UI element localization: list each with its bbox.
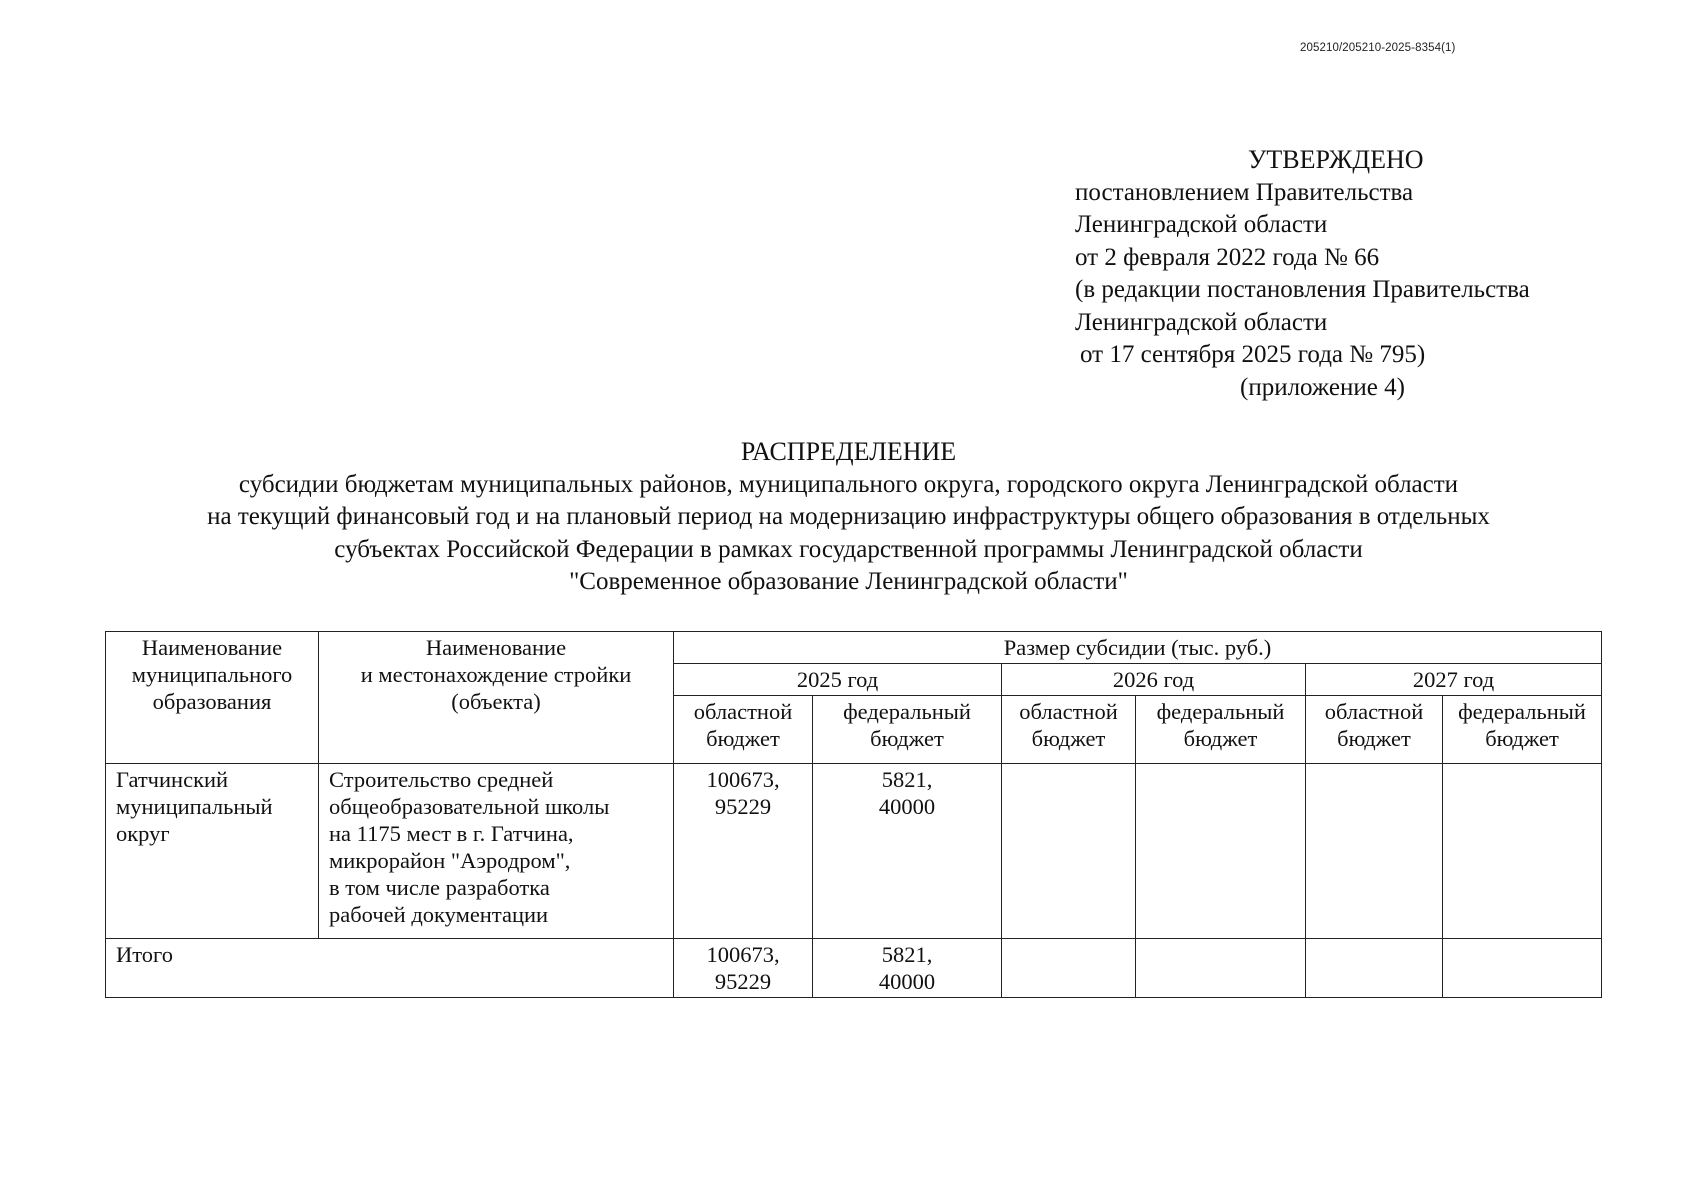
header-federal-budget: федеральный бюджет	[1443, 696, 1602, 764]
cell-municipality: Гатчинский муниципальный округ	[106, 764, 319, 939]
document-title	[0, 436, 1697, 599]
table-row	[106, 764, 1602, 939]
cell-object: Строительство средней общеобразовательной школы на 1175 мест в г. Гатчина, микрорайон "Аэродром", в том числе разработка рабочей документации	[319, 764, 674, 939]
title-line-4: "Современное образование Ленинградской области"	[569, 568, 1128, 595]
subsidy-table	[105, 631, 1602, 998]
total-federal-2026	[1136, 939, 1306, 998]
total-federal-2025: 5821, 40000	[813, 939, 1002, 998]
total-federal-2027	[1443, 939, 1602, 998]
approval-heading: УТВЕРЖДЕНО	[1248, 145, 1424, 174]
approval-line-1: постановлением Правительства	[1075, 179, 1414, 206]
approval-line-2: Ленинградской области	[1075, 211, 1328, 238]
total-regional-2027	[1306, 939, 1443, 998]
cell-federal-2027	[1443, 764, 1602, 939]
header-year-2025: 2025 год	[674, 664, 1002, 696]
header-federal-budget: федеральный бюджет	[813, 696, 1002, 764]
document-id: 205210/205210-2025-8354(1)	[1300, 42, 1456, 54]
cell-federal-2025: 5821, 40000	[813, 764, 1002, 939]
title-heading: РАСПРЕДЕЛЕНИЕ	[740, 437, 957, 466]
total-regional-2026	[1002, 939, 1136, 998]
header-regional-budget: областной бюджет	[1306, 696, 1443, 764]
header-year-2026: 2026 год	[1002, 664, 1306, 696]
cell-federal-2026	[1136, 764, 1306, 939]
cell-regional-2026	[1002, 764, 1136, 939]
header-year-2027: 2027 год	[1306, 664, 1602, 696]
header-federal-budget: федеральный бюджет	[1136, 696, 1306, 764]
title-line-3: субъектах Российской Федерации в рамках государственной программы Ленинградской области	[334, 535, 1363, 563]
approval-line-3: от 2 февраля 2022 года № 66	[1075, 244, 1380, 271]
cell-regional-2027	[1306, 764, 1443, 939]
total-row	[106, 939, 1602, 998]
approval-line-6: от 17 сентября 2025 года № 795)	[1080, 341, 1426, 368]
table-header-row	[106, 632, 1602, 664]
total-label: Итого	[106, 939, 674, 998]
approval-line-7: (приложение 4)	[1240, 374, 1405, 401]
header-regional-budget: областной бюджет	[1002, 696, 1136, 764]
title-line-1: субсидии бюджетам муниципальных районов, муниципального округа, городского округа Ленинградской области	[238, 470, 1459, 498]
header-regional-budget: областной бюджет	[674, 696, 813, 764]
total-regional-2025: 100673, 95229	[674, 939, 813, 998]
header-municipality: Наименование муниципального образования	[106, 632, 319, 764]
approval-line-4: (в редакции постановления Правительства	[1075, 276, 1530, 303]
header-subsidy: Размер субсидии (тыс. руб.)	[674, 632, 1602, 664]
header-object: Наименование и местонахождение стройки (объекта)	[319, 632, 674, 764]
approval-line-5: Ленинградской области	[1075, 309, 1328, 336]
title-line-2: на текущий финансовый год и на плановый период на модернизацию инфраструктуры общего образования в отдельных	[207, 503, 1490, 530]
cell-regional-2025: 100673, 95229	[674, 764, 813, 939]
